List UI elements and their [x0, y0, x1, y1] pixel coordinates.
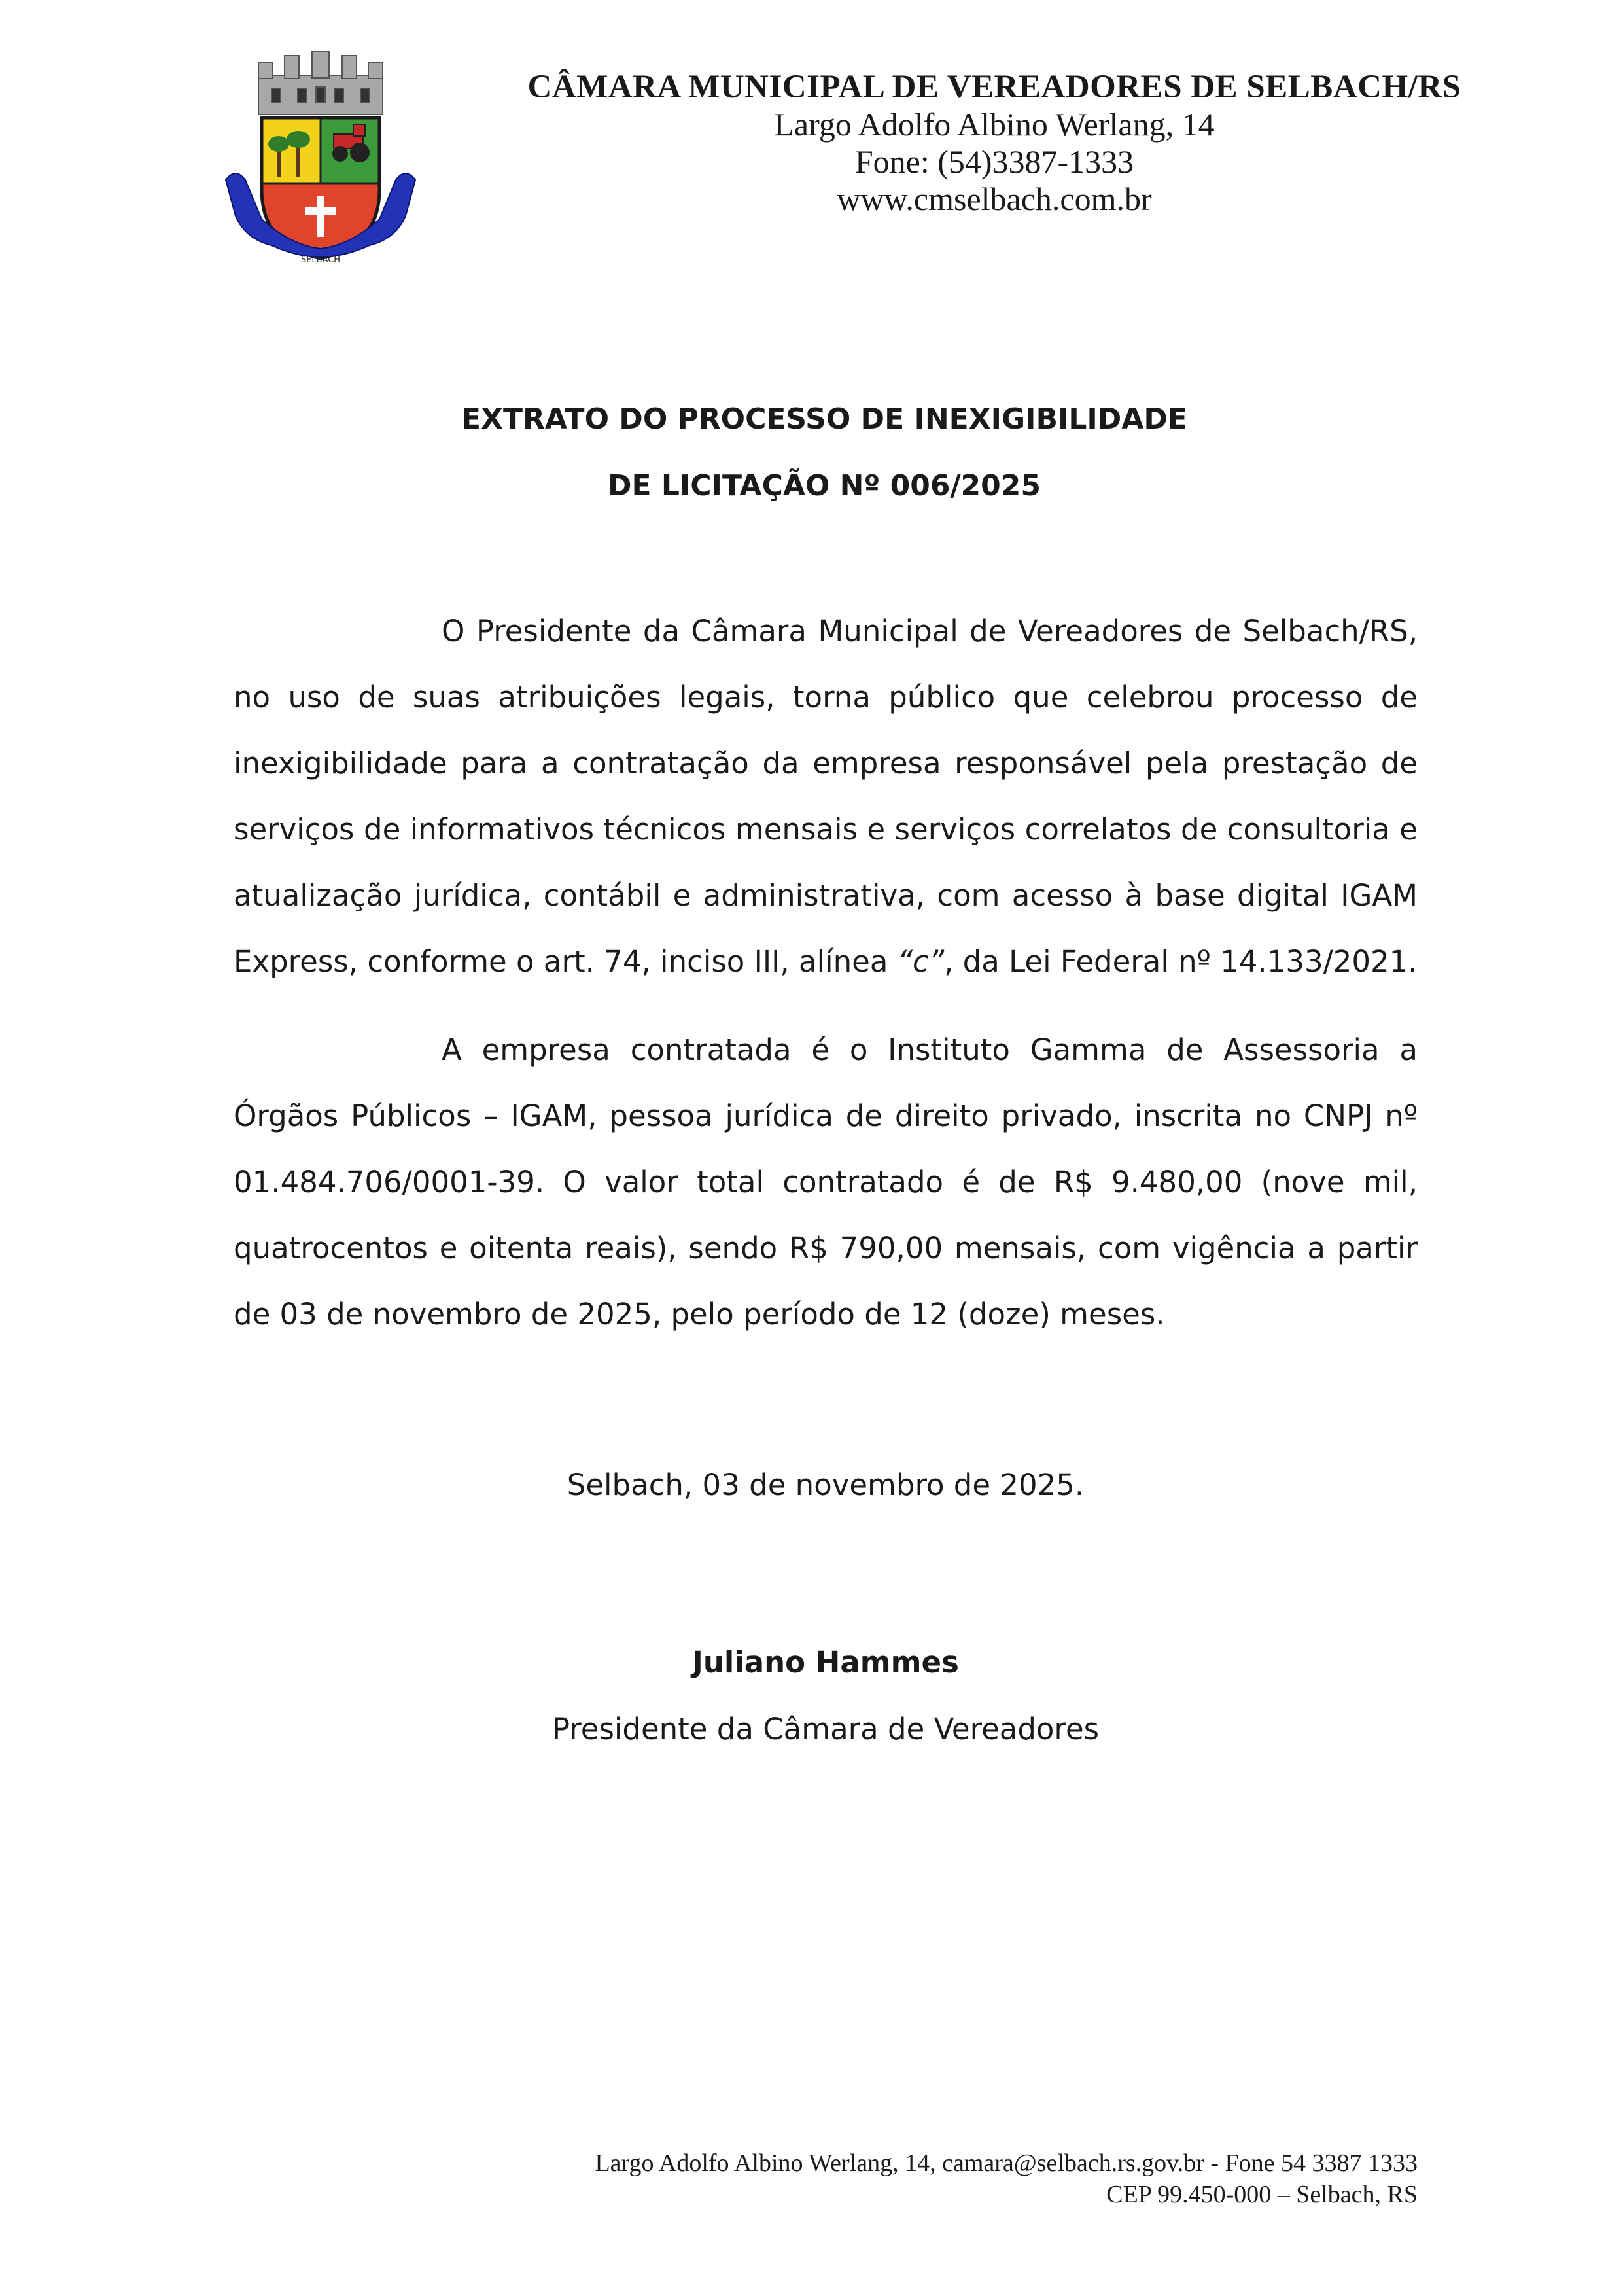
document-body — [234, 598, 1418, 1369]
title-line-2: DE LICITAÇÃO Nº 006/2025 — [607, 469, 1041, 503]
paragraph-2: A empresa contratada é o Instituto Gamma de Assessoria a Órgãos Públicos – IGAM, pessoa jurídica de direito privado, inscrita no CNPJ nº 01.484.706/0001-39. O valor total contratado é de R$ 9.480,00 (nove mil, quatrocentos e oitenta reais), sendo R$ 790,00 mensais, com vigência a partir de 03 de novembro de 2025, pelo período de 12 (doze) meses. — [234, 1033, 1418, 1332]
footer-line-2: CEP 99.450-000 – Selbach, RS — [1106, 2181, 1418, 2208]
signature-block — [234, 1629, 1418, 1763]
paragraph-1 — [234, 598, 1418, 995]
mural-crown — [258, 52, 383, 115]
document-title — [229, 386, 1420, 520]
title-line-1: EXTRATO DO PROCESSO DE INEXIGIBILIDADE — [461, 402, 1187, 436]
svg-text:SELBACH: SELBACH — [300, 255, 341, 265]
letterhead — [458, 69, 1531, 218]
signatory-name: Juliano Hammes — [692, 1645, 959, 1680]
paragraph-1-italic: “c” — [897, 944, 945, 979]
selbach-coat-of-arms-icon — [200, 49, 442, 265]
organization-phone: Fone: (54)3387-1333 — [854, 143, 1134, 180]
paragraph-1-end: , da Lei Federal nº 14.133/2021. — [944, 944, 1418, 979]
organization-address: Largo Adolfo Albino Werlang, 14 — [774, 106, 1215, 143]
footer-line-1: Largo Adolfo Albino Werlang, 14, camara@selbach.rs.gov.br - Fone 54 3387 1333 — [595, 2149, 1418, 2177]
organization-name: CÂMARA MUNICIPAL DE VEREADORES DE SELBACH/RS — [527, 69, 1461, 105]
signatory-role: Presidente da Câmara de Vereadores — [551, 1712, 1100, 1746]
page-footer — [393, 2147, 1418, 2210]
place-date: Selbach, 03 de novembro de 2025. — [567, 1468, 1085, 1502]
paragraph-1-text: O Presidente da Câmara Municipal de Vereadores de Selbach/RS, no uso de suas atribuições legais, torna público que celebrou processo de inexigibilidade para a contratação da empresa responsável pela prestação de serviços de informativos técnicos mensais e serviços correlatos de consultoria e atualização jurídica, contábil e administrativa, com acesso à base digital IGAM Express, conforme o art. 74, inciso III, alínea — [234, 614, 1418, 979]
organization-website: www.cmselbach.com.br — [837, 181, 1152, 217]
